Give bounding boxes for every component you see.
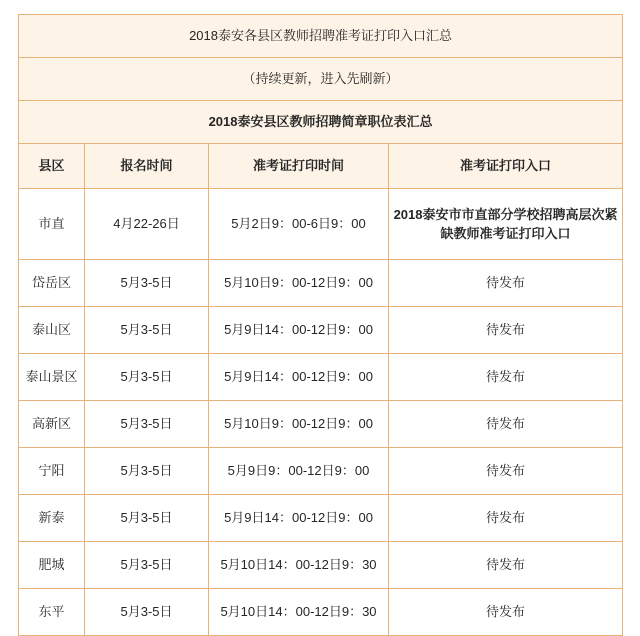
table-header-row: [19, 144, 623, 189]
table-body: [19, 15, 623, 636]
cell-signup-time: 4月22-26日: [85, 189, 209, 260]
cell-area: 泰山景区: [19, 354, 85, 401]
table-row: [19, 354, 623, 401]
cell-print-time: 5月9日14：00-12日9：00: [209, 307, 389, 354]
table-row: [19, 307, 623, 354]
cell-print-time: 5月10日14：00-12日9：30: [209, 542, 389, 589]
cell-signup-time: 5月3-5日: [85, 354, 209, 401]
cell-print-time: 5月9日9：00-12日9：00: [209, 448, 389, 495]
table-title-row: [19, 15, 623, 58]
table-row: [19, 401, 623, 448]
column-header-print-time: 准考证打印时间: [209, 144, 389, 189]
cell-signup-time: 5月3-5日: [85, 448, 209, 495]
cell-area: 泰山区: [19, 307, 85, 354]
cell-signup-time: 5月3-5日: [85, 307, 209, 354]
column-header-area: 县区: [19, 144, 85, 189]
column-header-print-entry: 准考证打印入口: [389, 144, 623, 189]
table-row: [19, 260, 623, 307]
cell-area: 宁阳: [19, 448, 85, 495]
cell-signup-time: 5月3-5日: [85, 542, 209, 589]
cell-area: 肥城: [19, 542, 85, 589]
cell-area: 市直: [19, 189, 85, 260]
exam-admission-table: [18, 14, 623, 636]
cell-signup-time: 5月3-5日: [85, 495, 209, 542]
table-title: 2018泰安各县区教师招聘准考证打印入口汇总: [19, 15, 623, 58]
table-row: [19, 589, 623, 636]
table-section-row: [19, 101, 623, 144]
table-subtitle-row: [19, 58, 623, 101]
cell-print-entry: 待发布: [389, 354, 623, 401]
cell-print-entry: 待发布: [389, 307, 623, 354]
cell-signup-time: 5月3-5日: [85, 260, 209, 307]
table-subtitle: （持续更新，进入先刷新）: [19, 58, 623, 101]
cell-print-time: 5月10日14：00-12日9：30: [209, 589, 389, 636]
cell-area: 高新区: [19, 401, 85, 448]
cell-signup-time: 5月3-5日: [85, 589, 209, 636]
table-row: [19, 189, 623, 260]
cell-print-time: 5月9日14：00-12日9：00: [209, 354, 389, 401]
cell-area: 东平: [19, 589, 85, 636]
cell-print-entry: 待发布: [389, 495, 623, 542]
cell-print-time: 5月9日14：00-12日9：00: [209, 495, 389, 542]
section-title: 2018泰安县区教师招聘简章职位表汇总: [19, 101, 623, 144]
cell-print-entry: 待发布: [389, 401, 623, 448]
cell-print-entry: 待发布: [389, 542, 623, 589]
cell-print-time: 5月2日9：00-6日9：00: [209, 189, 389, 260]
cell-print-time: 5月10日9：00-12日9：00: [209, 260, 389, 307]
table-row: [19, 448, 623, 495]
table-row: [19, 542, 623, 589]
cell-print-time: 5月10日9：00-12日9：00: [209, 401, 389, 448]
cell-print-entry-link[interactable]: 2018泰安市市直部分学校招聘高层次紧缺教师准考证打印入口: [389, 189, 623, 260]
table-row: [19, 495, 623, 542]
cell-print-entry: 待发布: [389, 260, 623, 307]
cell-print-entry: 待发布: [389, 589, 623, 636]
cell-area: 岱岳区: [19, 260, 85, 307]
cell-area: 新泰: [19, 495, 85, 542]
cell-signup-time: 5月3-5日: [85, 401, 209, 448]
column-header-signup-time: 报名时间: [85, 144, 209, 189]
cell-print-entry: 待发布: [389, 448, 623, 495]
